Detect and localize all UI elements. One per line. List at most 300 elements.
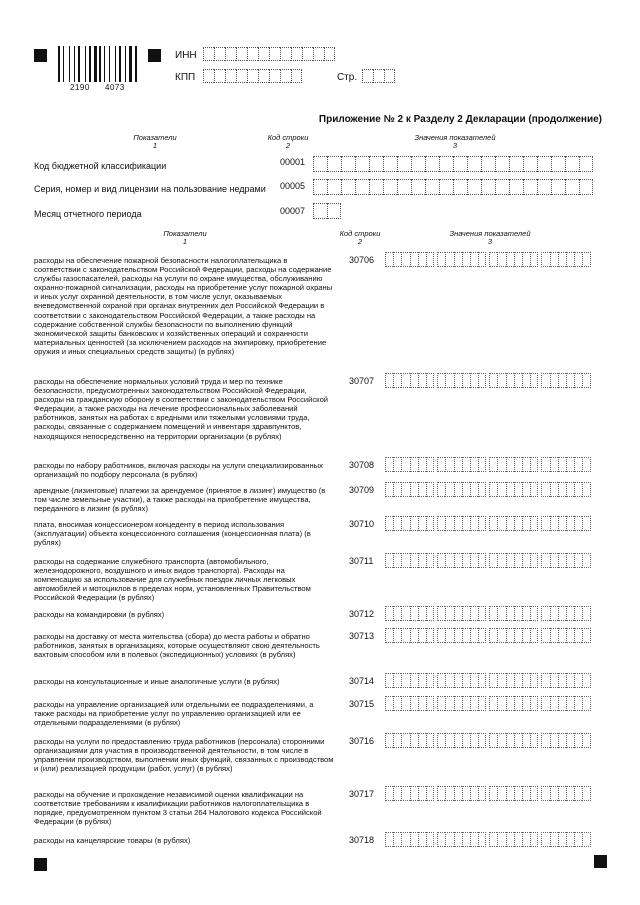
value-cell[interactable] [574, 673, 582, 688]
value-cell[interactable] [410, 482, 418, 497]
input-cell[interactable] [225, 69, 236, 83]
input-cell[interactable] [425, 179, 439, 195]
value-cell[interactable] [426, 733, 434, 748]
value-cell[interactable] [410, 786, 418, 801]
row-value-field[interactable] [385, 516, 591, 531]
value-cell[interactable] [418, 457, 426, 472]
license-field[interactable] [313, 179, 593, 195]
value-cell[interactable] [582, 516, 590, 531]
value-cell[interactable] [462, 733, 470, 748]
value-cell[interactable] [385, 482, 393, 497]
input-cell[interactable] [258, 69, 269, 83]
value-cell[interactable] [522, 786, 530, 801]
value-cell[interactable] [522, 628, 530, 643]
value-cell[interactable] [541, 373, 549, 388]
value-cell[interactable] [418, 373, 426, 388]
value-cell[interactable] [489, 786, 497, 801]
value-cell[interactable] [445, 628, 453, 643]
input-cell[interactable] [439, 179, 453, 195]
input-cell[interactable] [327, 203, 341, 219]
input-cell[interactable] [373, 69, 384, 83]
value-cell[interactable] [437, 373, 445, 388]
value-cell[interactable] [497, 457, 505, 472]
value-cell[interactable] [401, 252, 409, 267]
value-cell[interactable] [522, 832, 530, 847]
value-cell[interactable] [418, 673, 426, 688]
input-cell[interactable] [236, 69, 247, 83]
value-cell[interactable] [462, 457, 470, 472]
input-cell[interactable] [247, 47, 258, 61]
value-cell[interactable] [454, 252, 462, 267]
row-value-field[interactable] [385, 696, 591, 711]
value-cell[interactable] [454, 673, 462, 688]
value-cell[interactable] [566, 606, 574, 621]
value-cell[interactable] [541, 832, 549, 847]
value-cell[interactable] [566, 516, 574, 531]
value-cell[interactable] [489, 482, 497, 497]
value-cell[interactable] [530, 786, 538, 801]
value-cell[interactable] [426, 553, 434, 568]
value-cell[interactable] [454, 628, 462, 643]
value-cell[interactable] [454, 696, 462, 711]
value-cell[interactable] [426, 628, 434, 643]
row-value-field[interactable] [385, 786, 591, 801]
value-cell[interactable] [541, 482, 549, 497]
value-cell[interactable] [401, 516, 409, 531]
value-cell[interactable] [462, 832, 470, 847]
input-cell[interactable] [341, 179, 355, 195]
value-cell[interactable] [550, 696, 558, 711]
value-cell[interactable] [418, 696, 426, 711]
input-cell[interactable] [551, 179, 565, 195]
value-cell[interactable] [574, 457, 582, 472]
value-cell[interactable] [454, 733, 462, 748]
page-field[interactable] [362, 69, 395, 83]
value-cell[interactable] [582, 373, 590, 388]
input-cell[interactable] [537, 156, 551, 172]
input-cell[interactable] [537, 179, 551, 195]
value-cell[interactable] [550, 628, 558, 643]
value-cell[interactable] [385, 628, 393, 643]
value-cell[interactable] [418, 733, 426, 748]
input-cell[interactable] [411, 156, 425, 172]
value-cell[interactable] [401, 696, 409, 711]
input-cell[interactable] [369, 156, 383, 172]
value-cell[interactable] [497, 516, 505, 531]
value-cell[interactable] [385, 673, 393, 688]
value-cell[interactable] [470, 628, 478, 643]
value-cell[interactable] [478, 696, 486, 711]
value-cell[interactable] [506, 482, 514, 497]
value-cell[interactable] [445, 516, 453, 531]
value-cell[interactable] [445, 457, 453, 472]
value-cell[interactable] [497, 733, 505, 748]
value-cell[interactable] [506, 553, 514, 568]
value-cell[interactable] [514, 252, 522, 267]
value-cell[interactable] [514, 628, 522, 643]
input-cell[interactable] [495, 156, 509, 172]
value-cell[interactable] [497, 373, 505, 388]
value-cell[interactable] [497, 553, 505, 568]
value-cell[interactable] [497, 482, 505, 497]
value-cell[interactable] [566, 553, 574, 568]
input-cell[interactable] [397, 156, 411, 172]
value-cell[interactable] [541, 606, 549, 621]
value-cell[interactable] [489, 628, 497, 643]
value-cell[interactable] [541, 733, 549, 748]
input-cell[interactable] [481, 156, 495, 172]
input-cell[interactable] [579, 156, 593, 172]
value-cell[interactable] [514, 832, 522, 847]
value-cell[interactable] [410, 673, 418, 688]
value-cell[interactable] [489, 553, 497, 568]
value-cell[interactable] [385, 786, 393, 801]
value-cell[interactable] [410, 457, 418, 472]
value-cell[interactable] [514, 482, 522, 497]
value-cell[interactable] [418, 252, 426, 267]
value-cell[interactable] [497, 673, 505, 688]
value-cell[interactable] [530, 628, 538, 643]
value-cell[interactable] [522, 696, 530, 711]
value-cell[interactable] [437, 673, 445, 688]
input-cell[interactable] [509, 156, 523, 172]
value-cell[interactable] [530, 673, 538, 688]
input-cell[interactable] [341, 156, 355, 172]
value-cell[interactable] [514, 553, 522, 568]
value-cell[interactable] [506, 628, 514, 643]
value-cell[interactable] [530, 606, 538, 621]
value-cell[interactable] [410, 553, 418, 568]
value-cell[interactable] [530, 482, 538, 497]
value-cell[interactable] [574, 696, 582, 711]
value-cell[interactable] [489, 733, 497, 748]
value-cell[interactable] [497, 252, 505, 267]
input-cell[interactable] [291, 69, 302, 83]
input-cell[interactable] [453, 156, 467, 172]
value-cell[interactable] [541, 516, 549, 531]
value-cell[interactable] [550, 373, 558, 388]
value-cell[interactable] [454, 482, 462, 497]
value-cell[interactable] [506, 696, 514, 711]
row-value-field[interactable] [385, 832, 591, 847]
value-cell[interactable] [478, 482, 486, 497]
value-cell[interactable] [470, 606, 478, 621]
value-cell[interactable] [445, 832, 453, 847]
input-cell[interactable] [369, 179, 383, 195]
value-cell[interactable] [393, 786, 401, 801]
value-cell[interactable] [385, 553, 393, 568]
value-cell[interactable] [522, 457, 530, 472]
value-cell[interactable] [478, 252, 486, 267]
value-cell[interactable] [410, 733, 418, 748]
value-cell[interactable] [489, 832, 497, 847]
value-cell[interactable] [530, 832, 538, 847]
value-cell[interactable] [506, 832, 514, 847]
value-cell[interactable] [462, 606, 470, 621]
input-cell[interactable] [313, 156, 327, 172]
value-cell[interactable] [410, 832, 418, 847]
value-cell[interactable] [418, 482, 426, 497]
value-cell[interactable] [478, 786, 486, 801]
row-value-field[interactable] [385, 673, 591, 688]
value-cell[interactable] [550, 606, 558, 621]
value-cell[interactable] [550, 553, 558, 568]
input-cell[interactable] [439, 156, 453, 172]
input-cell[interactable] [280, 47, 291, 61]
value-cell[interactable] [426, 252, 434, 267]
input-cell[interactable] [481, 179, 495, 195]
value-cell[interactable] [445, 553, 453, 568]
value-cell[interactable] [514, 516, 522, 531]
value-cell[interactable] [530, 733, 538, 748]
input-cell[interactable] [551, 156, 565, 172]
value-cell[interactable] [393, 482, 401, 497]
value-cell[interactable] [489, 606, 497, 621]
value-cell[interactable] [437, 832, 445, 847]
value-cell[interactable] [506, 516, 514, 531]
value-cell[interactable] [506, 373, 514, 388]
value-cell[interactable] [506, 673, 514, 688]
value-cell[interactable] [582, 628, 590, 643]
value-cell[interactable] [470, 457, 478, 472]
value-cell[interactable] [522, 373, 530, 388]
value-cell[interactable] [462, 516, 470, 531]
value-cell[interactable] [574, 252, 582, 267]
value-cell[interactable] [393, 673, 401, 688]
value-cell[interactable] [410, 696, 418, 711]
value-cell[interactable] [393, 373, 401, 388]
row-value-field[interactable] [385, 628, 591, 643]
value-cell[interactable] [550, 832, 558, 847]
input-cell[interactable] [495, 179, 509, 195]
value-cell[interactable] [445, 482, 453, 497]
value-cell[interactable] [462, 696, 470, 711]
value-cell[interactable] [582, 832, 590, 847]
value-cell[interactable] [489, 516, 497, 531]
row-value-field[interactable] [385, 553, 591, 568]
value-cell[interactable] [541, 628, 549, 643]
value-cell[interactable] [393, 553, 401, 568]
row-value-field[interactable] [385, 482, 591, 497]
value-cell[interactable] [426, 696, 434, 711]
value-cell[interactable] [530, 252, 538, 267]
value-cell[interactable] [401, 832, 409, 847]
value-cell[interactable] [393, 516, 401, 531]
value-cell[interactable] [558, 373, 566, 388]
value-cell[interactable] [462, 786, 470, 801]
value-cell[interactable] [514, 786, 522, 801]
input-cell[interactable] [383, 156, 397, 172]
value-cell[interactable] [489, 252, 497, 267]
value-cell[interactable] [497, 696, 505, 711]
value-cell[interactable] [514, 457, 522, 472]
inn-field[interactable] [203, 47, 335, 61]
value-cell[interactable] [514, 673, 522, 688]
value-cell[interactable] [437, 252, 445, 267]
value-cell[interactable] [489, 673, 497, 688]
input-cell[interactable] [269, 47, 280, 61]
value-cell[interactable] [558, 786, 566, 801]
value-cell[interactable] [566, 252, 574, 267]
value-cell[interactable] [437, 553, 445, 568]
value-cell[interactable] [574, 606, 582, 621]
input-cell[interactable] [225, 47, 236, 61]
input-cell[interactable] [214, 69, 225, 83]
input-cell[interactable] [313, 179, 327, 195]
value-cell[interactable] [445, 673, 453, 688]
value-cell[interactable] [410, 606, 418, 621]
value-cell[interactable] [514, 373, 522, 388]
value-cell[interactable] [582, 553, 590, 568]
input-cell[interactable] [324, 47, 335, 61]
input-cell[interactable] [467, 179, 481, 195]
value-cell[interactable] [522, 553, 530, 568]
value-cell[interactable] [582, 733, 590, 748]
input-cell[interactable] [565, 156, 579, 172]
value-cell[interactable] [418, 832, 426, 847]
value-cell[interactable] [541, 673, 549, 688]
value-cell[interactable] [566, 673, 574, 688]
value-cell[interactable] [437, 482, 445, 497]
value-cell[interactable] [454, 516, 462, 531]
value-cell[interactable] [574, 553, 582, 568]
value-cell[interactable] [558, 832, 566, 847]
value-cell[interactable] [470, 733, 478, 748]
value-cell[interactable] [470, 252, 478, 267]
value-cell[interactable] [437, 606, 445, 621]
value-cell[interactable] [558, 516, 566, 531]
value-cell[interactable] [566, 696, 574, 711]
value-cell[interactable] [514, 696, 522, 711]
value-cell[interactable] [454, 457, 462, 472]
input-cell[interactable] [467, 156, 481, 172]
value-cell[interactable] [393, 628, 401, 643]
value-cell[interactable] [401, 733, 409, 748]
input-cell[interactable] [214, 47, 225, 61]
input-cell[interactable] [236, 47, 247, 61]
value-cell[interactable] [541, 553, 549, 568]
value-cell[interactable] [558, 628, 566, 643]
input-cell[interactable] [327, 156, 341, 172]
value-cell[interactable] [497, 786, 505, 801]
value-cell[interactable] [530, 457, 538, 472]
value-cell[interactable] [445, 606, 453, 621]
value-cell[interactable] [506, 733, 514, 748]
value-cell[interactable] [550, 252, 558, 267]
value-cell[interactable] [401, 457, 409, 472]
value-cell[interactable] [497, 832, 505, 847]
value-cell[interactable] [558, 482, 566, 497]
kpp-field[interactable] [203, 69, 302, 83]
value-cell[interactable] [574, 482, 582, 497]
input-cell[interactable] [509, 179, 523, 195]
input-cell[interactable] [302, 47, 313, 61]
value-cell[interactable] [410, 628, 418, 643]
value-cell[interactable] [445, 786, 453, 801]
value-cell[interactable] [385, 252, 393, 267]
value-cell[interactable] [437, 628, 445, 643]
value-cell[interactable] [574, 516, 582, 531]
value-cell[interactable] [558, 252, 566, 267]
value-cell[interactable] [454, 553, 462, 568]
value-cell[interactable] [566, 733, 574, 748]
value-cell[interactable] [401, 553, 409, 568]
value-cell[interactable] [574, 628, 582, 643]
input-cell[interactable] [411, 179, 425, 195]
value-cell[interactable] [470, 482, 478, 497]
value-cell[interactable] [582, 696, 590, 711]
value-cell[interactable] [470, 832, 478, 847]
input-cell[interactable] [565, 179, 579, 195]
value-cell[interactable] [418, 606, 426, 621]
value-cell[interactable] [506, 786, 514, 801]
value-cell[interactable] [385, 606, 393, 621]
value-cell[interactable] [462, 673, 470, 688]
value-cell[interactable] [418, 516, 426, 531]
value-cell[interactable] [410, 516, 418, 531]
value-cell[interactable] [385, 832, 393, 847]
value-cell[interactable] [426, 606, 434, 621]
value-cell[interactable] [470, 373, 478, 388]
value-cell[interactable] [454, 832, 462, 847]
value-cell[interactable] [445, 733, 453, 748]
value-cell[interactable] [550, 482, 558, 497]
value-cell[interactable] [478, 516, 486, 531]
value-cell[interactable] [393, 252, 401, 267]
input-cell[interactable] [203, 47, 214, 61]
input-cell[interactable] [258, 47, 269, 61]
input-cell[interactable] [269, 69, 280, 83]
value-cell[interactable] [385, 457, 393, 472]
value-cell[interactable] [393, 832, 401, 847]
value-cell[interactable] [566, 786, 574, 801]
month-field[interactable] [313, 203, 341, 219]
input-cell[interactable] [355, 179, 369, 195]
value-cell[interactable] [514, 606, 522, 621]
value-cell[interactable] [385, 733, 393, 748]
value-cell[interactable] [478, 373, 486, 388]
value-cell[interactable] [393, 606, 401, 621]
value-cell[interactable] [582, 482, 590, 497]
value-cell[interactable] [462, 482, 470, 497]
row-value-field[interactable] [385, 373, 591, 388]
value-cell[interactable] [445, 373, 453, 388]
value-cell[interactable] [582, 457, 590, 472]
value-cell[interactable] [497, 628, 505, 643]
value-cell[interactable] [550, 786, 558, 801]
value-cell[interactable] [530, 373, 538, 388]
input-cell[interactable] [384, 69, 395, 83]
value-cell[interactable] [566, 373, 574, 388]
row-value-field[interactable] [385, 252, 591, 267]
value-cell[interactable] [522, 516, 530, 531]
value-cell[interactable] [462, 628, 470, 643]
value-cell[interactable] [522, 606, 530, 621]
value-cell[interactable] [550, 733, 558, 748]
value-cell[interactable] [489, 696, 497, 711]
value-cell[interactable] [401, 373, 409, 388]
value-cell[interactable] [574, 832, 582, 847]
value-cell[interactable] [522, 733, 530, 748]
input-cell[interactable] [203, 69, 214, 83]
value-cell[interactable] [522, 482, 530, 497]
value-cell[interactable] [558, 457, 566, 472]
input-cell[interactable] [453, 179, 467, 195]
value-cell[interactable] [454, 373, 462, 388]
value-cell[interactable] [582, 606, 590, 621]
value-cell[interactable] [445, 696, 453, 711]
value-cell[interactable] [426, 482, 434, 497]
